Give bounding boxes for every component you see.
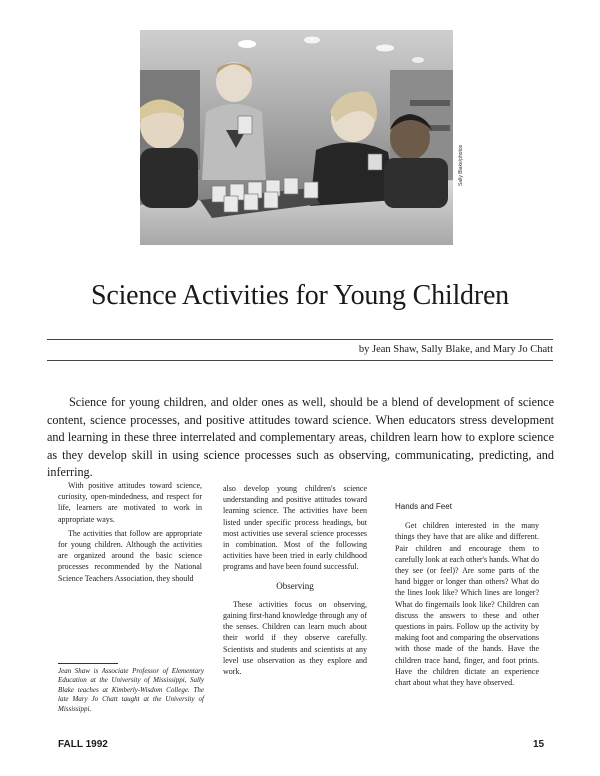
byline-rule-bottom [47,360,553,361]
body-column-1 [58,480,202,587]
author-footnote: Jean Shaw is Associate Professor of Elementary Education at the University of Mississippi, Sally Blake teaches at Kimberly-Wisdom College. The late Mary Jo Chatt taught at the University of Mississippi. [58,667,204,713]
issue-label: FALL 1992 [58,739,108,750]
section-heading-observing: Observing [276,580,314,591]
byline-rule-top [47,339,553,340]
body-column-2 [223,483,367,680]
byline: by Jean Shaw, Sally Blake, and Mary Jo Chatt [358,344,553,355]
column-paragraph: The activities that follow are appropriate for young children. Although the activities are organized around the basic science processes recommended by the National Science Teachers Association, they should [58,528,202,583]
body-column-3 [395,501,539,691]
footnote-rule [58,663,118,664]
article-title: Science Activities for Young Children [90,280,509,311]
lead-paragraph: Science for young children, and older ones as well, should be a blend of development of science content, science processes, and positive attitudes toward science. When educators stress development and learning in these three interrelated and complementary areas, children learn how to explore science as they develop skill in using science processes such as observing, communicating, predicting, and inferring. [47,395,554,479]
page-number: 15 [533,739,545,750]
column-paragraph: With positive attitudes toward science, curiosity, open-mindedness, and respect for life, learners are motivated to work in appropriate ways. [58,481,202,524]
section-heading-hands-and-feet: Hands and Feet [395,502,452,511]
column-paragraph: Get children interested in the many things they have that are alike and different. Pair children and encourage them to carefully look at each other's hands. What do they see (or feel)? Are some parts of the hand bigger or longer than others? What do the lines look like? Which lines are longer? What do fingernails look like? Children can discuss the answers to these and other questions in pairs. Follow up the activity by making foot and comparing the observations with those made of the hands. Have the children trace hand, finger, and foot prints. Have the children dictate an experience chart about what they have observed. [395,521,539,688]
column-paragraph: also develop young children's science understanding and positive attitudes toward learning science. The activities have been listed under specific process headings, but most activities use several science processes in combination. Most of the following activities have been tried in early childhood programs and have been found successful. [223,484,367,572]
classroom-photo-illustration [140,30,453,245]
photo-credit: Sally Blake/photos [458,144,464,186]
column-paragraph: These activities focus on observing, gaining first-hand knowledge through any of the senses. Children can learn much about their world if they observe carefully. Scientists and students and scientists at any level use observation as they explore and work. [223,599,367,677]
article-photo [140,30,453,245]
